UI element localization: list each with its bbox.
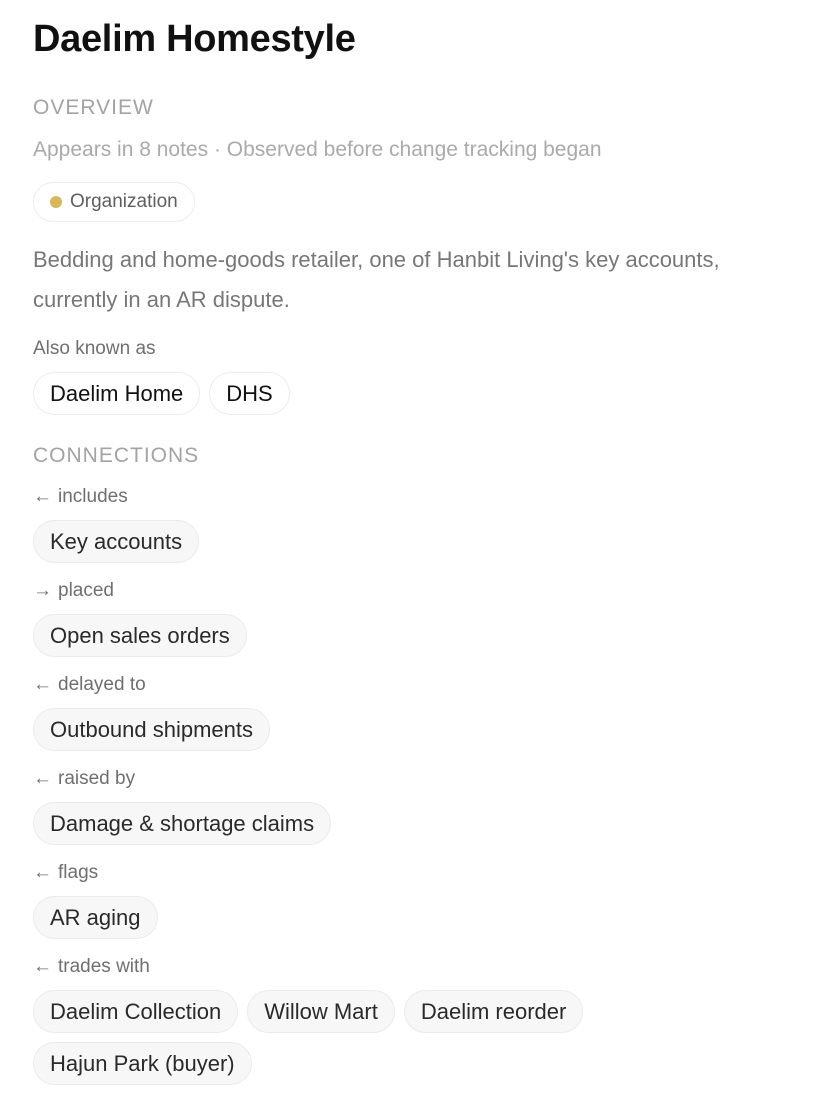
arrow-left-icon: ←	[33, 768, 52, 789]
relation-label: trades with	[58, 956, 150, 977]
connection-chip[interactable]: Damage & shortage claims	[33, 802, 331, 845]
connection-chip[interactable]: Open sales orders	[33, 614, 247, 657]
type-dot-icon	[50, 196, 62, 208]
connection-items	[33, 1042, 252, 1085]
arrow-right-icon: →	[33, 580, 52, 601]
entity-type-badge	[33, 182, 195, 222]
connection-relation	[33, 674, 146, 696]
connection-items	[33, 708, 270, 751]
relation-label: delayed to	[58, 674, 146, 695]
relation-label: includes	[58, 486, 128, 507]
connection-relation	[33, 486, 128, 508]
connection-chip[interactable]: Key accounts	[33, 520, 199, 563]
aliases-label	[33, 338, 156, 360]
alias-chip[interactable]: DHS	[209, 372, 289, 415]
connection-chip[interactable]: Daelim Collection	[33, 990, 238, 1033]
description-line: Bedding and home-goods retailer, one of Hanbit Living's key accounts,	[33, 247, 720, 272]
arrow-left-icon: ←	[33, 486, 52, 507]
entity-type-label: Organization	[70, 191, 178, 212]
arrow-left-icon: ←	[33, 956, 52, 977]
alias-chip[interactable]: Daelim Home	[33, 372, 200, 415]
connection-relation	[33, 862, 98, 884]
arrow-left-icon: ←	[33, 862, 52, 883]
connections-heading: CONNECTIONS	[33, 444, 200, 467]
connection-relation	[33, 768, 135, 790]
description-line: currently in an AR dispute.	[33, 287, 290, 312]
connection-chip[interactable]: Outbound shipments	[33, 708, 270, 751]
alias-list	[33, 372, 290, 415]
appearance-meta: Appears in 8 notes · Observed before change tracking began	[33, 138, 602, 161]
aliases-label-text: Also known as	[33, 338, 156, 359]
relation-label: placed	[58, 580, 114, 601]
connection-chip[interactable]: Daelim reorder	[404, 990, 584, 1033]
relation-label: raised by	[58, 768, 136, 789]
connection-relation	[33, 580, 114, 602]
relation-label: flags	[58, 862, 99, 883]
connection-items	[33, 614, 247, 657]
connection-items	[33, 896, 158, 939]
arrow-left-icon: ←	[33, 674, 52, 695]
page-title: Daelim Homestyle	[33, 18, 356, 60]
overview-heading: OVERVIEW	[33, 96, 154, 119]
connection-chip[interactable]: AR aging	[33, 896, 158, 939]
connection-items	[33, 520, 199, 563]
connection-chip[interactable]: Willow Mart	[247, 990, 395, 1033]
connection-items	[33, 802, 331, 845]
connection-items	[33, 990, 583, 1033]
connection-chip[interactable]: Hajun Park (buyer)	[33, 1042, 252, 1085]
entity-description	[33, 240, 833, 320]
connection-relation	[33, 956, 150, 978]
